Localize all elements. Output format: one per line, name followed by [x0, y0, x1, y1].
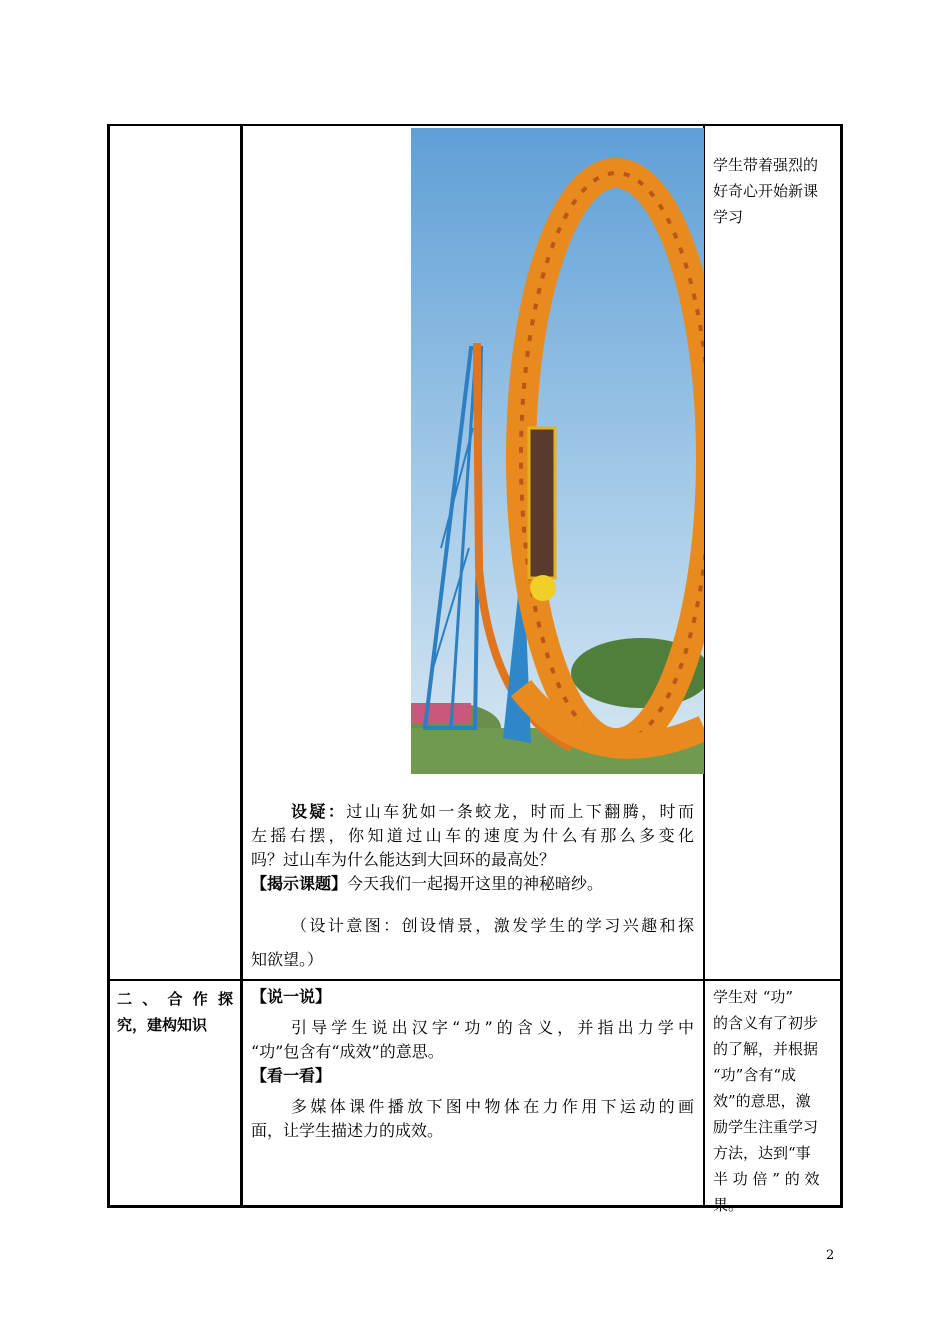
stage-line-1: 二、合作探 — [117, 990, 233, 1008]
note2-line-4: “功”含有“成 — [713, 1066, 797, 1084]
reveal-text: 今天我们一起揭开这里的神秘暗纱。 — [347, 874, 604, 893]
column-divider-1 — [240, 124, 243, 1208]
stage-label — [117, 986, 233, 1038]
question-paragraph — [251, 800, 694, 896]
activity-paragraphs — [251, 985, 694, 1143]
note2-line-3: 的了解，并根据 — [713, 1040, 819, 1058]
roller-coaster-loop-photo — [411, 128, 704, 774]
table-left-border — [107, 124, 110, 1208]
question-line-2: 左摇右摆，你知道过山车的速度为什么有那么多变化 — [251, 826, 694, 845]
reveal-label: 【揭示课题】 — [251, 874, 348, 893]
note2-line-7: 方法，达到“事 — [713, 1144, 811, 1162]
note2-line-6: 励学生注重学习 — [713, 1118, 819, 1136]
say-label: 【说一说】 — [251, 987, 332, 1006]
note2-line-2: 的含义有了初步 — [713, 1014, 819, 1032]
question-line-3: 吗？过山车为什么能达到大回环的最高处？ — [251, 850, 556, 869]
page-number: 2 — [826, 1248, 835, 1263]
design-intent-paragraph — [251, 909, 694, 977]
note2-line-9: 果。 — [713, 1196, 744, 1214]
table-top-border — [108, 124, 843, 126]
look-line-1: 多媒体课件播放下图中物体在力作用下运动的画 — [291, 1097, 694, 1116]
student-activity-note-1 — [713, 152, 835, 230]
say-line-1: 引导学生说出汉字“功”的含义，并指出力学中 — [291, 1018, 694, 1037]
look-line-2: 面，让学生描述力的成效。 — [251, 1121, 444, 1140]
table-right-border — [840, 124, 843, 1208]
note1-line-2: 好奇心开始新课 — [713, 182, 819, 200]
stage-line-2: 究，建构知识 — [117, 1016, 208, 1034]
design-line-2: 知欲望。） — [251, 950, 324, 969]
note2-line-8: 半 功 倍 ” 的 效 — [713, 1170, 820, 1188]
note1-line-1: 学生带着强烈的 — [713, 156, 819, 174]
note1-line-3: 学习 — [713, 208, 744, 226]
row-divider — [108, 979, 843, 981]
look-label: 【看一看】 — [251, 1066, 332, 1085]
say-line-2: “功”包含有“成效”的意思。 — [251, 1042, 444, 1061]
note2-line-1: 学生对 “功” — [713, 988, 794, 1006]
student-activity-note-2 — [713, 984, 835, 1218]
question-line-1: 过山车犹如一条蛟龙，时而上下翻腾，时而 — [346, 802, 694, 821]
design-line-1: （设计意图：创设情景，激发学生的学习兴趣和探 — [291, 916, 694, 935]
note2-line-5: 效”的意思，激 — [713, 1092, 811, 1110]
question-label: 设疑： — [291, 802, 347, 821]
